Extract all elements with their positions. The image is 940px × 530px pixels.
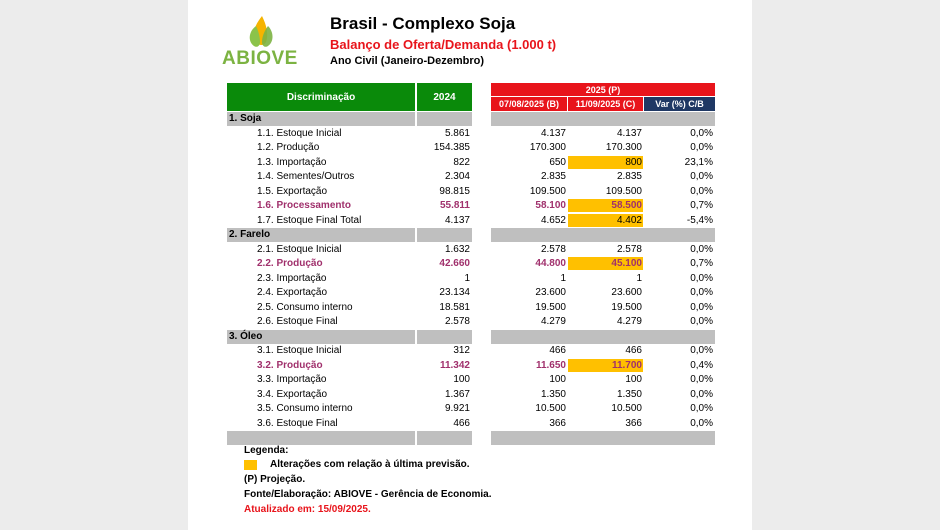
legend-source: Fonte/Elaboração: ABIOVE - Gerência de Economia.	[244, 489, 492, 500]
value-b: 23.600	[535, 287, 566, 298]
value-b: 100	[549, 374, 566, 385]
value-b: 170.300	[529, 142, 566, 153]
value-b: 2.578	[540, 243, 566, 255]
value-var: 0,0%	[690, 301, 713, 313]
row-label: 2.2. Produção	[257, 258, 323, 269]
value-c: 19.500	[611, 301, 642, 313]
value-c: 4.402	[616, 214, 642, 226]
value-c: 23.600	[611, 287, 642, 298]
value-2024: 11.342	[439, 359, 470, 371]
row-label: 2.4. Exportação	[257, 287, 328, 298]
row-label: 3.5. Consumo interno	[257, 403, 353, 414]
value-2024: 466	[453, 417, 470, 429]
section-bar	[491, 112, 715, 126]
section-bar	[417, 330, 472, 344]
value-c: 1.350	[616, 388, 642, 400]
value-c: 2.578	[616, 243, 642, 255]
value-2024: 55.811	[439, 200, 470, 211]
row-label: 1.4. Sementes/Outros	[257, 171, 355, 182]
header-col-b: 07/08/2025 (B)	[491, 97, 567, 111]
value-2024: 1.632	[444, 243, 470, 255]
page-period: Ano Civil (Janeiro-Dezembro)	[330, 55, 485, 67]
value-b: 4.137	[540, 127, 566, 139]
value-var: 0,0%	[690, 388, 713, 400]
value-b: 4.652	[540, 214, 566, 226]
header-discriminacao: Discriminação	[227, 83, 415, 111]
value-2024: 822	[453, 156, 470, 168]
value-b: 10.500	[535, 403, 566, 414]
value-var: 0,0%	[690, 374, 713, 385]
section-bar	[417, 431, 472, 445]
value-c: 170.300	[605, 142, 642, 153]
value-2024: 1	[464, 272, 470, 284]
value-var: 0,0%	[690, 243, 713, 255]
page-subtitle: Balanço de Oferta/Demanda (1.000 t)	[330, 37, 557, 52]
section-label: 3. Óleo	[229, 330, 263, 342]
row-label: 1.3. Importação	[257, 156, 327, 168]
value-c: 10.500	[611, 403, 642, 414]
value-b: 366	[549, 417, 566, 429]
row-label: 1.2. Produção	[257, 142, 320, 153]
header-2025: 2025 (P)	[491, 83, 715, 96]
value-var: 0,0%	[690, 403, 713, 414]
value-b: 58.100	[535, 200, 566, 211]
row-label: 3.6. Estoque Final	[257, 417, 338, 429]
value-b: 1	[560, 272, 566, 284]
value-b: 2.835	[540, 171, 566, 182]
value-c: 366	[625, 417, 642, 429]
row-label: 1.7. Estoque Final Total	[257, 214, 362, 226]
value-2024: 2.304	[444, 171, 470, 182]
value-var: 0,7%	[690, 258, 713, 269]
value-var: 0,0%	[690, 185, 713, 197]
value-c: 11.700	[611, 359, 642, 371]
value-2024: 2.578	[444, 316, 470, 327]
section-label: 2. Farelo	[229, 229, 271, 240]
row-label: 2.5. Consumo interno	[257, 301, 353, 313]
row-label: 1.1. Estoque Inicial	[257, 127, 342, 139]
value-c: 58.500	[611, 200, 642, 211]
value-var: 0,0%	[690, 127, 713, 139]
header-2024: 2024	[417, 83, 472, 111]
section-bar	[491, 431, 715, 445]
header-col-var: Var (%) C/B	[644, 97, 715, 111]
value-c: 466	[625, 345, 642, 356]
page-title: Brasil - Complexo Soja	[330, 14, 516, 33]
value-var: -5,4%	[686, 214, 713, 226]
value-2024: 154.385	[433, 142, 470, 153]
value-var: 0,0%	[690, 142, 713, 153]
legend-highlight-swatch	[244, 460, 257, 470]
section-bar	[491, 228, 715, 242]
value-2024: 1.367	[444, 388, 470, 400]
legend-title: Legenda:	[244, 445, 289, 456]
legend-updated: Atualizado em: 15/09/2025.	[244, 504, 371, 515]
value-c: 2.835	[616, 171, 642, 182]
row-label: 3.2. Produção	[257, 359, 323, 371]
value-var: 23,1%	[684, 156, 713, 168]
section-bar	[417, 112, 472, 126]
value-var: 0,7%	[690, 200, 713, 211]
value-b: 109.500	[529, 185, 566, 197]
legend-projection: (P) Projeção.	[244, 474, 306, 485]
value-var: 0,0%	[690, 171, 713, 182]
section-bar	[491, 330, 715, 344]
value-b: 650	[549, 156, 566, 168]
value-c: 100	[625, 374, 642, 385]
value-var: 0,0%	[690, 345, 713, 356]
value-var: 0,0%	[690, 272, 713, 284]
row-label: 2.3. Importação	[257, 272, 327, 284]
value-var: 0,4%	[690, 359, 713, 371]
value-c: 109.500	[605, 185, 642, 197]
logo-text: ABIOVE	[222, 48, 298, 69]
value-c: 800	[625, 156, 642, 168]
value-var: 0,0%	[690, 287, 713, 298]
value-2024: 100	[453, 374, 470, 385]
row-label: 3.3. Importação	[257, 374, 327, 385]
value-2024: 18.581	[439, 301, 470, 313]
value-b: 1.350	[540, 388, 566, 400]
value-c: 4.279	[616, 316, 642, 327]
value-var: 0,0%	[690, 417, 713, 429]
value-c: 4.137	[616, 127, 642, 139]
value-var: 0,0%	[690, 316, 713, 327]
section-label: 1. Soja	[229, 113, 262, 124]
value-b: 466	[549, 345, 566, 356]
value-2024: 23.134	[439, 287, 470, 298]
value-2024: 9.921	[444, 403, 470, 414]
value-b: 4.279	[540, 316, 566, 327]
section-bar	[417, 228, 472, 242]
row-label: 2.6. Estoque Final	[257, 316, 338, 327]
value-2024: 42.660	[439, 258, 470, 269]
value-c: 1	[636, 272, 642, 284]
value-2024: 5.861	[444, 127, 470, 139]
legend-highlight-text: Alterações com relação à última previsão.	[270, 459, 470, 470]
row-label: 3.4. Exportação	[257, 388, 328, 400]
row-label: 2.1. Estoque Inicial	[257, 243, 342, 255]
value-2024: 312	[453, 345, 470, 356]
row-label: 1.6. Processamento	[257, 200, 351, 211]
row-label: 1.5. Exportação	[257, 185, 328, 197]
value-b: 19.500	[535, 301, 566, 313]
value-2024: 4.137	[444, 214, 470, 226]
row-label: 3.1. Estoque Inicial	[257, 345, 342, 356]
value-b: 11.650	[535, 359, 566, 371]
section-bar	[227, 431, 415, 445]
header-col-c: 11/09/2025 (C)	[568, 97, 643, 111]
value-c: 45.100	[611, 258, 642, 269]
value-2024: 98.815	[439, 185, 470, 197]
value-b: 44.800	[535, 258, 566, 269]
